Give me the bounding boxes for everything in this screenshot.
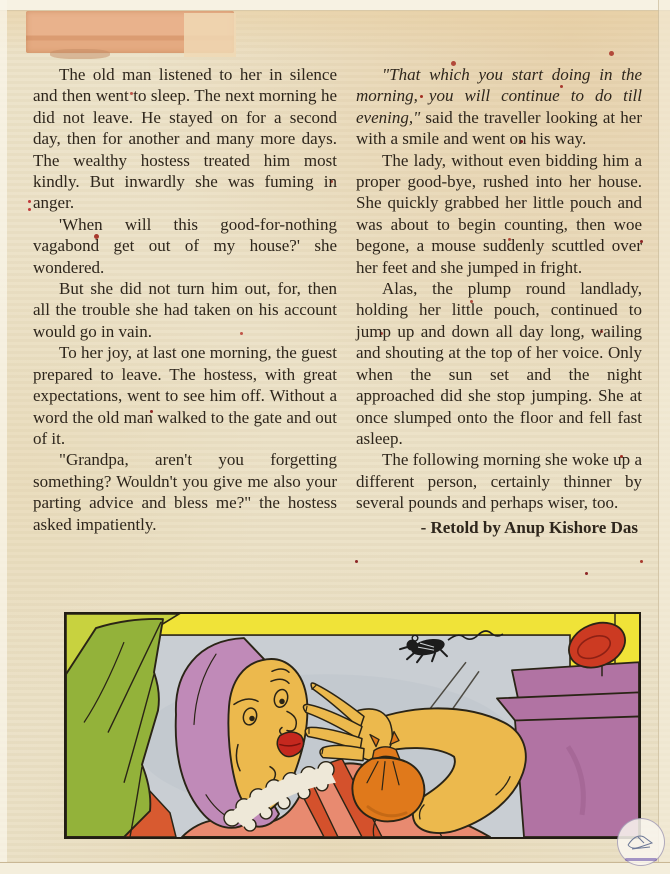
- stamp-signature: [625, 858, 657, 861]
- page-edge-right: [658, 0, 670, 874]
- story-paragraph-left-2: 'When will this good-for-nothing vagabond get out of my house?' she wondered.: [33, 214, 337, 277]
- foxing-speckles: [0, 0, 3, 3]
- story-column-left: [33, 64, 337, 535]
- page-edge-bottom: [0, 862, 670, 874]
- story-paragraph-left-4: To her joy, at last one morning, the guest prepared to leave. The hostess, with great expectations, went to see him off. Without a word the old man walked to the gate and out of it.: [33, 343, 337, 448]
- story-paragraph-right-3: Alas, the plump round landlady, holding her little pouch, continued to jump up and down all day long, wailing and shouting at the top of her voice. Only when the sun set and the night approached did she stop jumping. She at once slumped onto the floor and fell fast asleep.: [356, 279, 642, 448]
- traveller-proverb-rest: said the traveller looking at her with a smile and went on his way.: [356, 107, 642, 149]
- story-column-right: [356, 64, 642, 538]
- page-edge-top: [0, 0, 670, 11]
- tape-patch: [26, 11, 234, 53]
- traveller-proverb-italic: "That which you start doing in the morning, you will continue to do till evening,": [356, 65, 642, 127]
- author-attribution: - Retold by Anup Kishore Das: [420, 517, 638, 537]
- story-paragraph-right-2: The lady, without even bidding him a proper good-bye, rushed into her house. She quickly grabbed her little pouch and was about to begin counting, then woe begone, a mouse suddenly scuttled over her feet and she jumped in fright.: [356, 150, 642, 277]
- story-paragraph-right-1: [356, 64, 642, 150]
- story-paragraph-right-4: The following morning she woke up a different person, certainly thinner by several pounds and perhaps wiser, too.: [356, 450, 642, 513]
- story-illustration: [64, 612, 641, 839]
- story-paragraph-left-3: But she did not turn him out, for, then all the trouble she had taken on his account would go in vain.: [33, 279, 337, 341]
- green-curtain: [66, 619, 163, 837]
- story-paragraph-left-5: "Grandpa, aren't you forgetting something? Wouldn't you give me also your parting advice and bless me?" the hostess asked impatiently.: [33, 450, 337, 534]
- story-paragraph-left-1: The old man listened to her in silence and then went to sleep. The next morning he did not leave. He stayed on for a second day, then for another and many more days. The wealthy hostess treated him most kindly. But inwardly she was fuming in anger.: [33, 65, 337, 213]
- page-edge-left: [0, 0, 7, 874]
